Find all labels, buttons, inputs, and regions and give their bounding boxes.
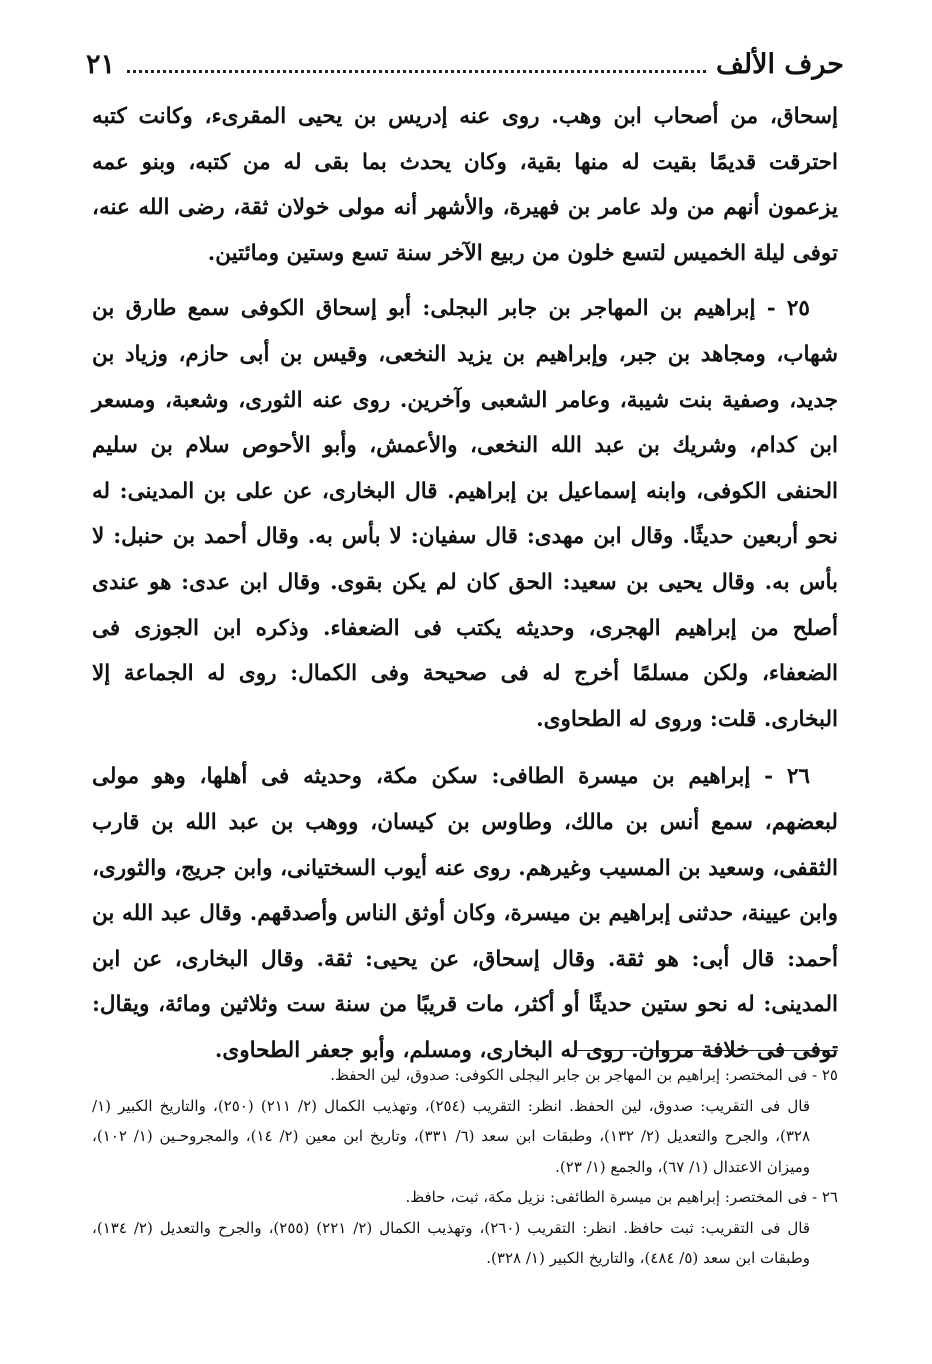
footnote-lead: ٢٥ - فى المختصر: إبراهيم بن المهاجر بن جابر البجلى الكوفى: صدوق، لين الحفظ. [330,1066,838,1084]
footnote-separator [576,1050,838,1051]
entry-paragraph [92,754,838,1073]
footnotes [92,1060,838,1274]
page-number: ٢١ [86,48,116,80]
entry-text: إبراهيم بن المهاجر بن جابر البجلى: أبو إسحاق الكوفى سمع طارق بن شهاب، ومجاهد بن جبر، وإبراهيم بن يزيد النخعى، وقيس بن أبى حازم، وزياد بن جديد، وصفية بنت شيبة، وعامر الشعبى وآخرين. روى عنه الثورى، وشعبة، ومسعر ابن كدام، وشريك بن عبد الله النخعى، والأعمش، وأبو الأحوص سلام بن سليم الحنفى الكوفى، وابنه إسماعيل بن إبراهيم. قال البخارى، عن على بن المدينى: له نحو أربعين حديثًا. وقال ابن مهدى: قال سفيان: لا بأس به. وقال أحمد بن حنبل: لا بأس به. وقال يحيى بن سعيد: الحق كان لم يكن بقوى. وقال ابن عدى: هو عندى أصلح من إبراهيم الهجرى، وحديثه يكتب فى الضعفاء. وذكره ابن الجوزى فى الضعفاء، ولكن مسلمًا أخرج له فى صحيحة وفى الكمال: روى له الجماعة إلا البخارى. قلت: وروى له الطحاوى. [92,296,838,732]
footnote-lead: ٢٦ - فى المختصر: إبراهيم بن ميسرة الطائفى: نزيل مكة، ثبت، حافظ. [405,1188,838,1206]
main-text [92,94,838,1073]
footnote-detail: قال فى التقريب: صدوق، لين الحفظ. انظر: التقريب (٢٥٤)، وتهذيب الكمال (٢/ ٢١١) (٢٥٠)، والتاريخ الكبير (١/ ٣٢٨)، والجرح والتعديل (٢/ ١٣٢)، وطبقات ابن سعد (٦/ ٣٣١)، وتاريخ ابن معين (٢/ ١٤)، والمجروحـين (١/ ١٠٢)، وميزان الاعتدال (١/ ٦٧)، والجمع (١/ ٢٣). [92,1096,811,1176]
entry-number: ٢٦ - [764,764,810,790]
continuation-paragraph: إسحاق، من أصحاب ابن وهب. روى عنه إدريس بن يحيى المقرىء، وكانت كتبه احترقت قديمًا بقيت له منها بقية، وكان يحدث بما بقى له من كتبه، وبنو عمه يزعمون أنهم من ولد عامر بن فهيرة، والأشهر أنه مولى خولان ثقة، رضى الله عنه، توفى ليلة الخميس لتسع خلون من ربيع الآخر سنة تسع وستين ومائتين. [92,104,838,266]
entry-text: إبراهيم بن ميسرة الطافى: سكن مكة، وحديثه فى أهلها، وهو مولى لبعضهم، سمع أنس بن مالك، وطاوس بن كيسان، ووهب بن عبد الله بن قارب الثقفى، وسعيد بن المسيب وغيرهم. روى عنه أيوب السختيانى، وابن جريج، والثورى، وابن عيينة، حدثنى إبراهيم بن ميسرة، وكان أوثق الناس وأصدقهم. وقال عبد الله بن أحمد: قال أبى: هو ثقة. وقال إسحاق، عن يحيى: ثقة. وقال البخارى، عن ابن المدينى: له نحو ستين حديثًا أو أكثر، مات قريبًا من سنة ست وثلاثين ومائة، ويقال: توفى فى خلافة مروان. روى له البخارى، ومسلم، وأبو جعفر الطحاوى. [92,764,838,1063]
chapter-title: حرف الألف [715,48,844,80]
entry-number: ٢٥ - [766,296,810,322]
entry-paragraph [92,286,838,742]
header-dot-leader [127,70,706,73]
running-header [86,44,844,84]
footnote-detail: قال فى التقريب: ثبت حافظ. انظر: التقريب (٢٦٠)، وتهذيب الكمال (٢/ ٢٢١) (٢٥٥)، والجرح والتعديل (٢/ ١٣٤)، وطبقات ابن سعد (٥/ ٤٨٤)، والتاريخ الكبير (١/ ٣٢٨). [92,1218,810,1267]
